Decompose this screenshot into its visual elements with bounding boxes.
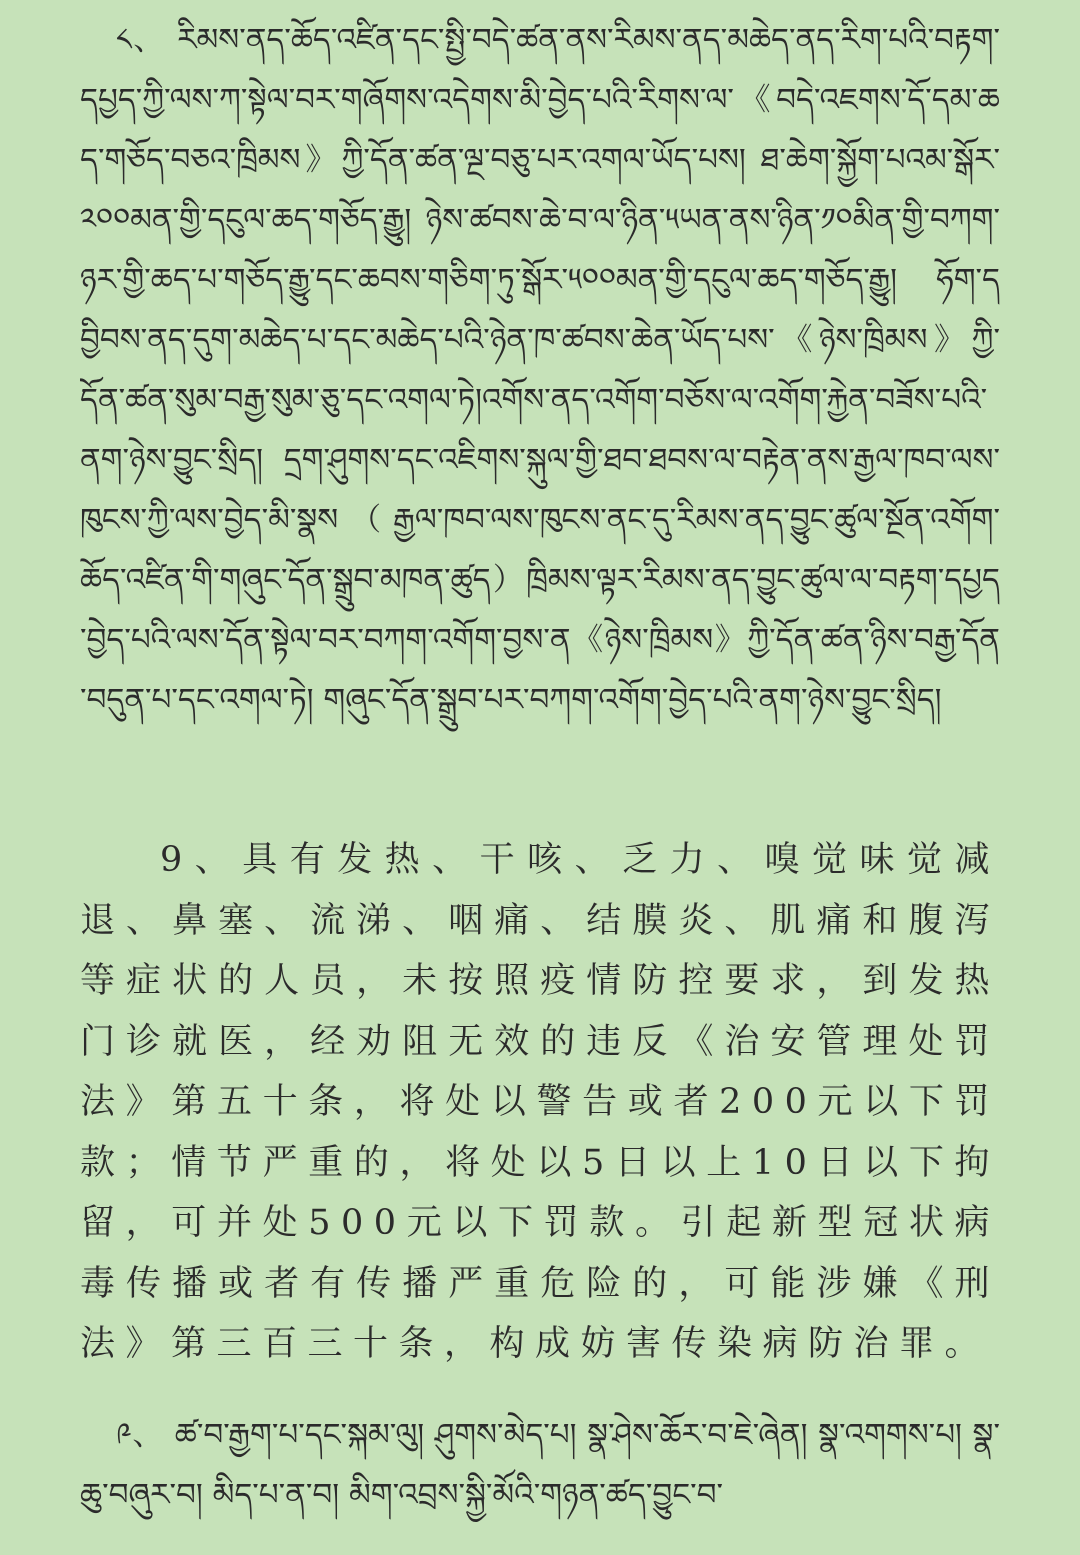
tibetan-paragraph-8-text: ༨、 རིམས་ནད་ཆོད་འཛིན་དང་སྤྱི་བདེ་ཚན་ནས་རིམས་ནད་མཆེད་ནད་རིག་པའི་བརྟག་དཔྱད་ཀྱི་ལས་ཀ་སྟེལ་བར་གཞོགས་འདེགས་མི་བྱེད་པའི་རིགས་ལ་《བདེ་འཇགས་དོ་དམ་ཆད་གཅོད་བཅའ་ཁྲིམས》ཀྱི་དོན་ཚན་ལྔ་བཅུ་པར་འགལ་ཡོད་པས། ཐ་ཆེག་སྐྱོག་པའམ་སྒོར་༢༠༠མན་གྱི་དངུལ་ཆད་གཅོད་རྒྱུ། ཉེས་ཚབས་ཆེ་བ་ལ་ཉིན་༥ཡན་ནས་ཉིན་༡༠མིན་གྱི་བཀག་ཉར་གྱི་ཆད་པ་གཅོད་རྒྱུ་དང་ཆབས་གཅིག་ཏུ་སྒོར་༥༠༠མན་གྱི་དངུལ་ཆད་གཅོད་རྒྱུ། ཧོག་དབྱིབས་ནད་དུག་མཆེད་པ་དང་མཆེད་པའི་ཉེན་ཁ་ཚབས་ཆེན་ཡོད་པས་《ཉེས་ཁྲིམས》ཀྱི་དོན་ཚན་སུམ་བརྒྱ་སུམ་ཅུ་དང་འགལ་ཏེ།འགོས་ནད་འགོག་བཅོས་ལ་འགོག་རྐྱེན་བཟོས་པའི་ནག་ཉེས་བྱུང་སྲིད། དྲག་ཤུགས་དང་འཇིགས་སྐུལ་གྱི་ཐབ་ཐབས་ལ་བརྟེན་ནས་རྒྱལ་ཁབ་ལས་ཁུངས་ཀྱི་ལས་བྱེད་མི་སྣས（རྒྱལ་ཁབ་ལས་ཁུངས་ནང་དུ་རིམས་ནད་བྱུང་ཚུལ་སྔོན་འགོག་ཆོད་འཛིན་གི་གཞུང་དོན་སྒྲུབ་མཁན་ཚུད）ཁྲིམས་ལྟར་རིམས་ནད་བྱུང་ཚུལ་ལ་བརྟག་དཔྱད་བྱེད་པའི་ལས་དོན་སྟེལ་བར་བཀག་འགོག་བྱས་ན《ཉེས་ཁྲིམས》ཀྱི་དོན་ཚན་ཉིས་བརྒྱ་དོན་བདུན་པ་དང་འགལ་ཏེ། གཞུང་དོན་སྒྲུབ་པར་བཀག་འགོག་བྱེད་པའི་ནག་ཉེས་བྱུང་སྲིད། [80,22,1000,718]
tibetan-paragraph-9-text: ༩、 ཚ་བ་རྒྱག་པ་དང་སྐམ་ལུ། ཤུགས་མེད་པ། སྣ་ཤེས་ཆོར་བ་ཇེ་ཞེན། སྣ་འགགས་པ། སྣ་ཆུ་བཞུར་བ། མིད་པ་ན་བ། མིག་འབྲས་སྐྱི་མོའི་གཉན་ཚད་བྱུང་བ་ [80,1417,1000,1513]
chinese-paragraph-9 [80,830,1000,1375]
chinese-paragraph-9-text: 9、具有发热、干咳、乏力、嗅觉味觉减退、鼻塞、流涕、咽痛、结膜炎、肌痛和腹泻等症状的人员，未按照疫情防控要求，到发热门诊就医，经劝阻无效的违反《治安管理处罚法》第五十条，将处以警告或者200元以下罚款；情节严重的，将处以5日以上10日以下拘留，可并处500元以下罚款。引起新型冠状病毒传播或者有传播严重危险的，可能涉嫌《刑法》第三百三十条，构成妨害传染病防治罪。 [80,840,1000,1364]
tibetan-paragraph-8 [80,0,1000,830]
tibetan-paragraph-9 [80,1375,1000,1555]
